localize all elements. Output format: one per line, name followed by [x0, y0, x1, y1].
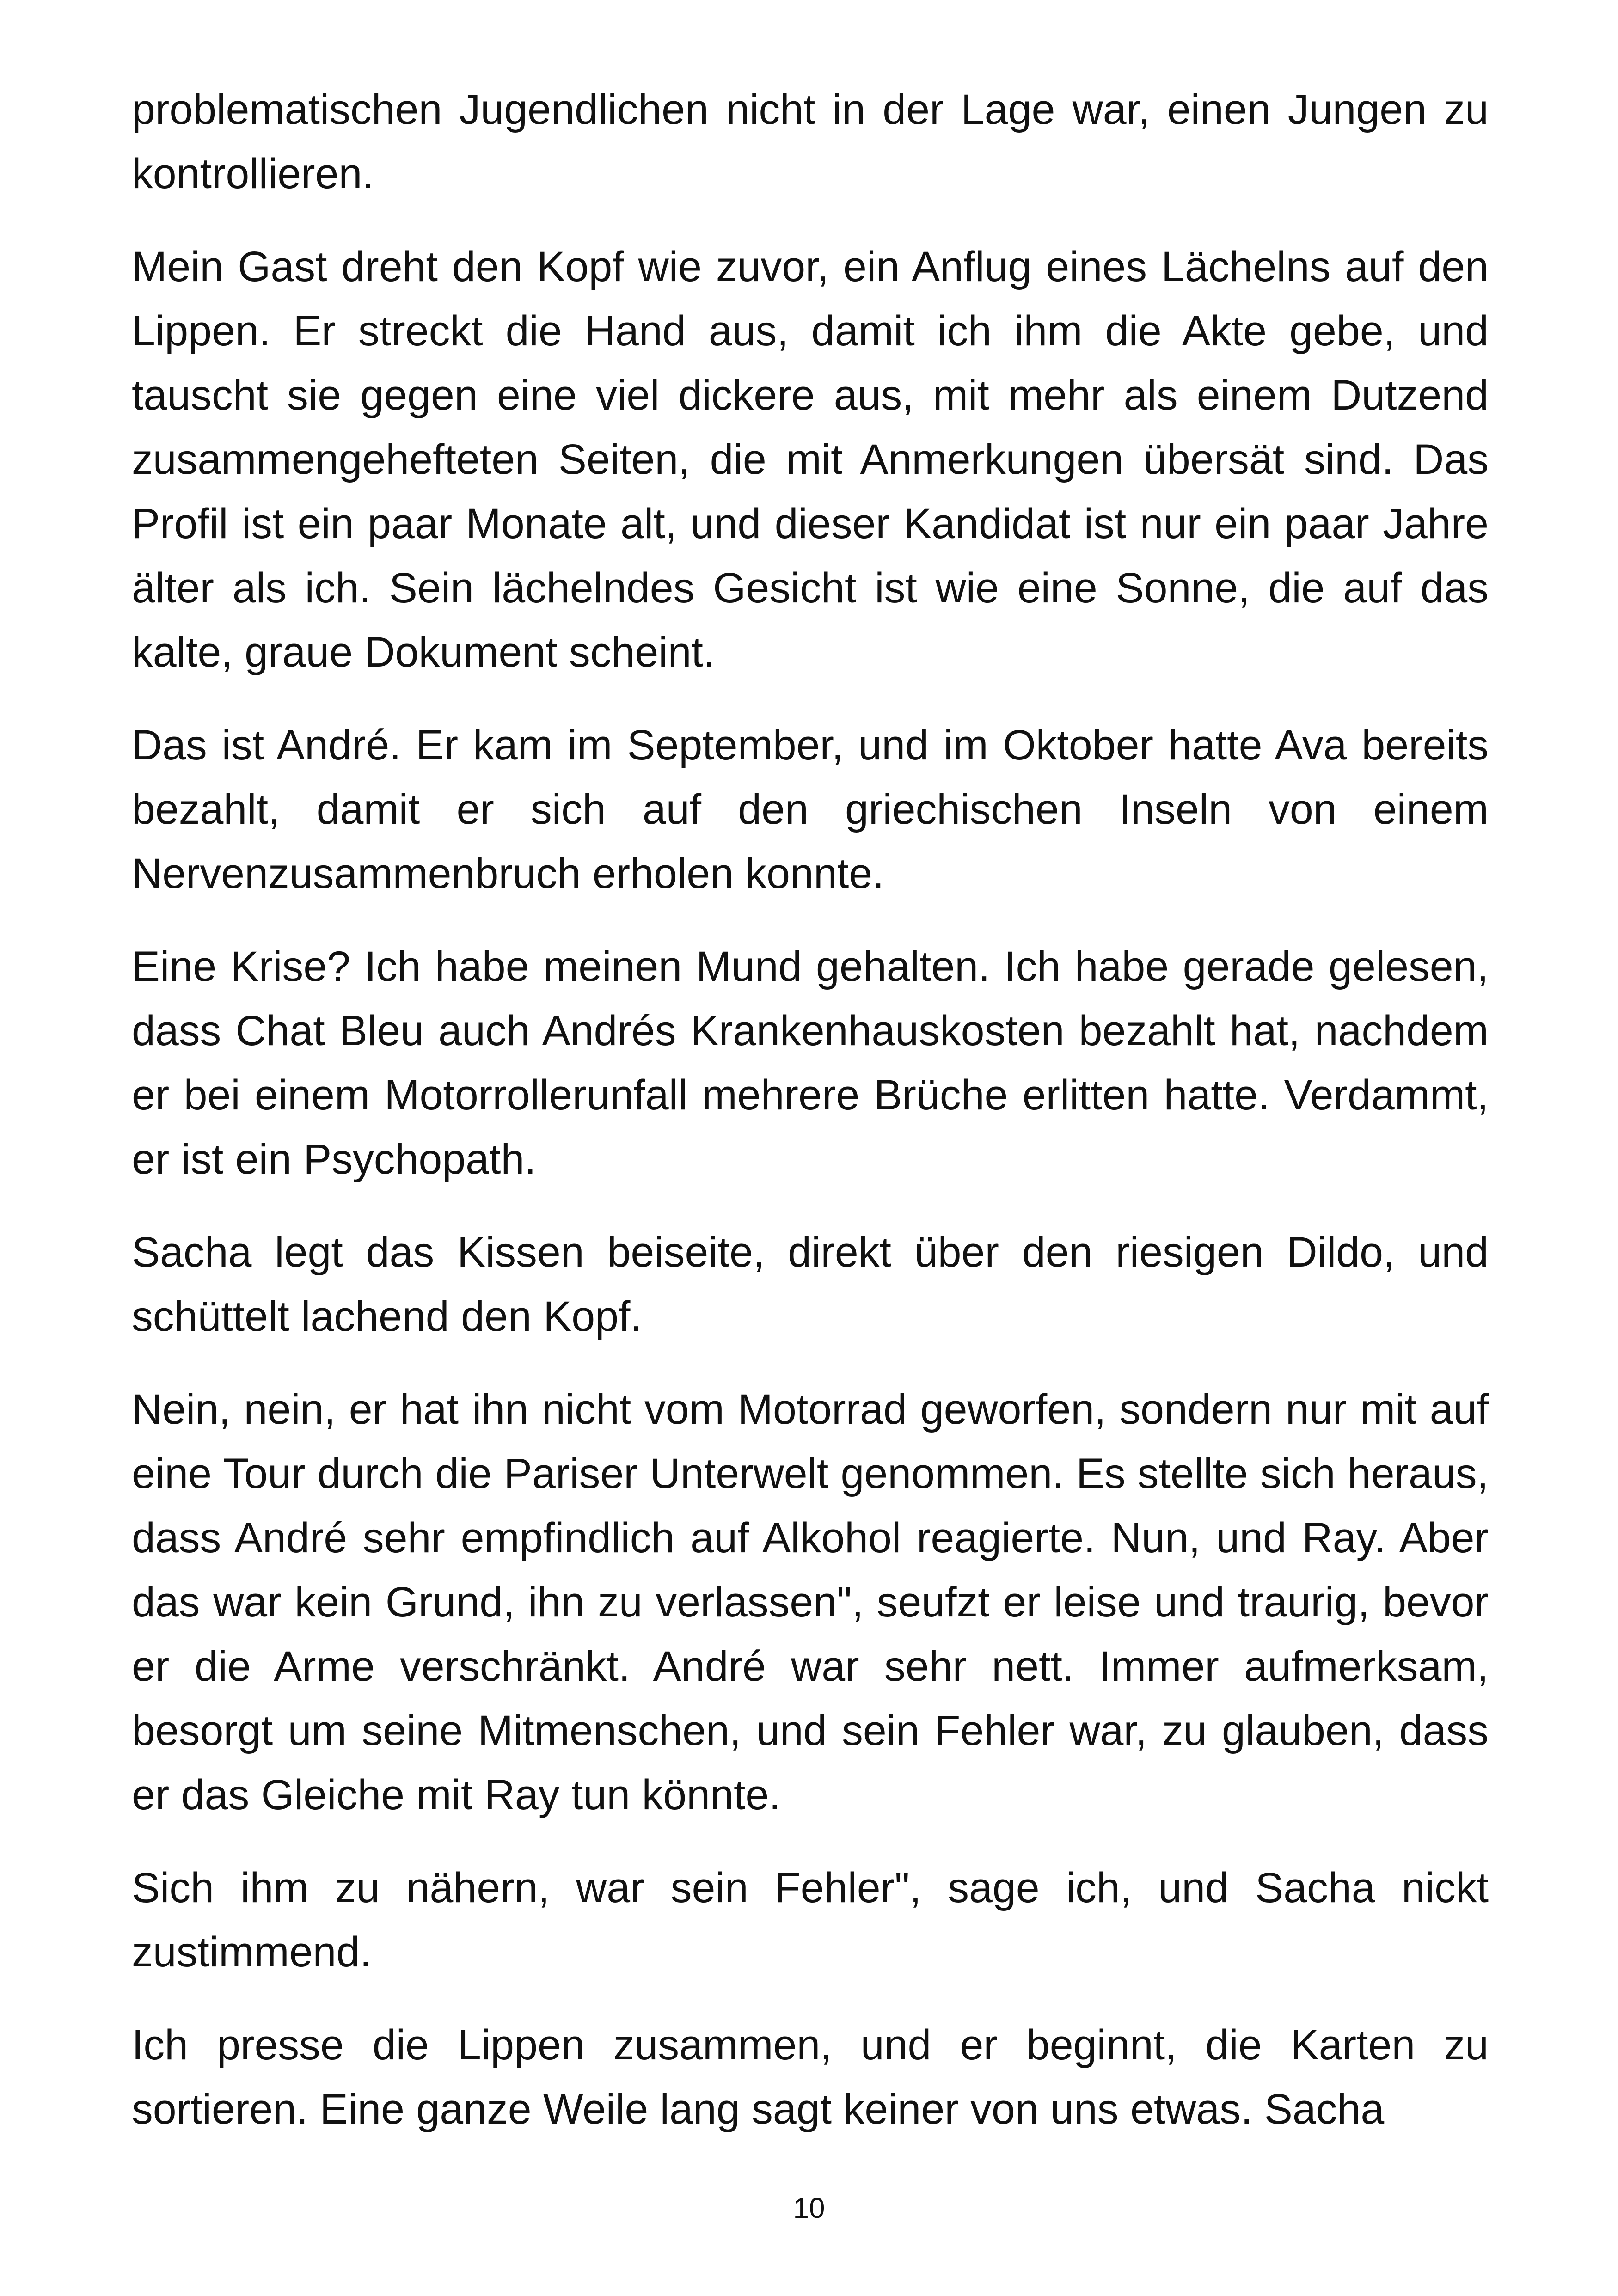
paragraph-7: Sich ihm zu nähern, war sein Fehler", sage ich, und Sacha nickt zustimmend.: [132, 1864, 1489, 1976]
paragraph-4: Eine Krise? Ich habe meinen Mund gehalten. Ich habe gerade gelesen, dass Chat Bleu auch Andrés Krankenhauskosten bezahlt hat, nachdem er bei einem Motorrollerunfall mehrere Brüche erlitten hatte. Verdammt, er ist ein Psychopath.: [132, 943, 1489, 1183]
paragraph-6: Nein, nein, er hat ihn nicht vom Motorrad geworfen, sondern nur mit auf eine Tour durch die Pariser Unterwelt genommen. Es stellte sich heraus, dass André sehr empfindlich auf Alkohol reagierte. Nun, und Ray. Aber das war kein Grund, ihn zu verlassen", seufzt er leise und traurig, bevor er die Arme verschränkt. André war sehr nett. Immer aufmerksam, besorgt um seine Mitmenschen, und sein Fehler war, zu glauben, dass er das Gleiche mit Ray tun könnte.: [132, 1386, 1489, 1818]
body-text: [132, 78, 1489, 2170]
page-number: 10: [793, 2192, 825, 2224]
paragraph-3: Das ist André. Er kam im September, und im Oktober hatte Ava bereits bezahlt, damit er sich auf den griechischen Inseln von einem Nervenzusammenbruch erholen konnte.: [132, 722, 1489, 897]
paragraph-5: Sacha legt das Kissen beiseite, direkt über den riesigen Dildo, und schüttelt lachend den Kopf.: [132, 1229, 1489, 1340]
paragraph-2: Mein Gast dreht den Kopf wie zuvor, ein Anflug eines Lächelns auf den Lippen. Er streckt die Hand aus, damit ich ihm die Akte gebe, und tauscht sie gegen eine viel dickere aus, mit mehr als einem Dutzend zusammengehefteten Seiten, die mit Anmerkungen übersät sind. Das Profil ist ein paar Monate alt, und dieser Kandidat ist nur ein paar Jahre älter als ich. Sein lächelndes Gesicht ist wie eine Sonne, die auf das kalte, graue Dokument scheint.: [132, 243, 1489, 676]
paragraph-1: problematischen Jugendlichen nicht in der Lage war, einen Jungen zu kontrollieren.: [132, 86, 1489, 197]
paragraph-8: Ich presse die Lippen zusammen, und er beginnt, die Karten zu sortieren. Eine ganze Weile lang sagt keiner von uns etwas. Sacha: [132, 2021, 1489, 2133]
